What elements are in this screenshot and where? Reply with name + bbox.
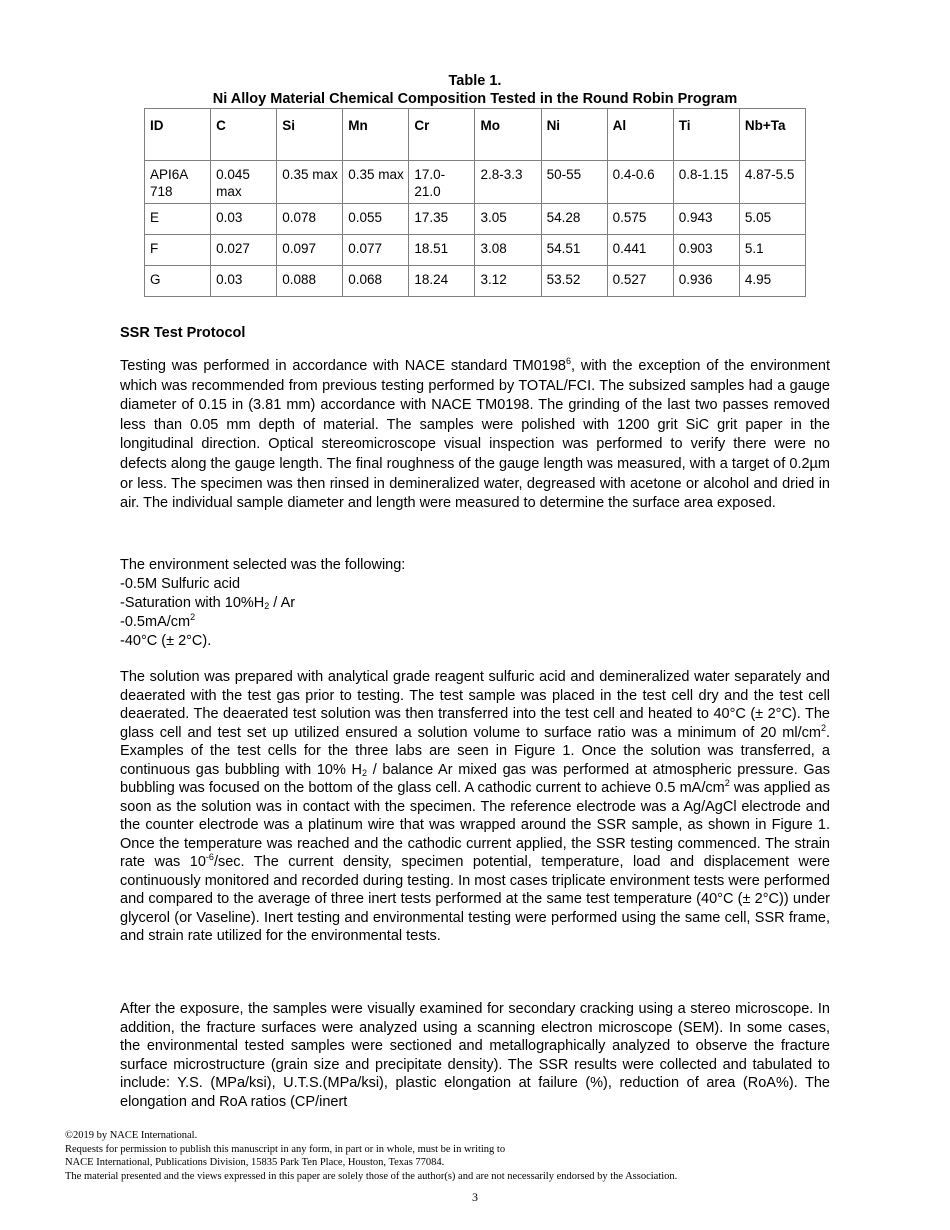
table-header-cell: Mo — [475, 109, 541, 161]
paragraph-text: was applied as soon as the solution was in contact with the specimen. The reference electrode was a Ag/AgCl electrode and the counter electrode was a platinum wire that was wrapped around the SSR sample, as shown in Figure 1. Once the temperature was reached and the cathodic current applied, the SSR testing commenced. The strain rate was 10 — [120, 780, 830, 870]
composition-table — [144, 108, 806, 297]
paragraph-text: . Examples of the test cells for the three labs are seen in Figure 1. Once the solution was transferred, a continuous gas bubbling with 10% H — [120, 724, 830, 778]
reference-superscript: 6 — [566, 356, 572, 366]
table-cell: 0.03 — [211, 266, 277, 297]
table-cell: 0.441 — [607, 235, 673, 266]
table-header-cell: Nb+Ta — [739, 109, 805, 161]
subscript: 2 — [362, 767, 368, 778]
table-cell: 0.575 — [607, 204, 673, 235]
environment-item: -0.5M Sulfuric acid — [120, 576, 241, 592]
table-header-row — [145, 109, 806, 161]
table-header-cell: Ni — [541, 109, 607, 161]
table-header-cell: Si — [277, 109, 343, 161]
paragraph-specimen-prep — [120, 357, 830, 514]
table-cell: F — [145, 235, 211, 266]
table-cell: 4.87-5.5 — [739, 161, 805, 204]
table-cell: 0.527 — [607, 266, 673, 297]
table-cell: 0.936 — [673, 266, 739, 297]
table-cell: 0.068 — [343, 266, 409, 297]
table-cell: 4.95 — [739, 266, 805, 297]
table-cell: API6A 718 — [145, 161, 211, 204]
environment-item — [120, 594, 405, 613]
paragraph-text: The solution was prepared with analytical grade reagent sulfuric acid and demineralized water separately and deaerated with the test gas prior to testing. The test sample was placed in the test cell dry and the test cell deaerated. The deaerated test solution was then transferred into the test cell and heated to 40°C (± 2°C). The glass cell and test set up utilized ensured a solution volume to surface ratio was a minimum of 20 ml/cm — [120, 669, 830, 741]
table-cell: 0.097 — [277, 235, 343, 266]
table-row — [145, 266, 806, 297]
footer-line: ©2019 by NACE International. — [65, 1130, 198, 1141]
table-header-cell: Al — [607, 109, 673, 161]
table-label: Table 1. — [448, 73, 502, 89]
table-cell: 0.35 max — [343, 161, 409, 204]
paragraph-test-procedure — [120, 668, 830, 946]
environment-item-text: / Ar — [269, 595, 296, 611]
table-cell: 18.51 — [409, 235, 475, 266]
table-cell: 0.4-0.6 — [607, 161, 673, 204]
paragraph-text: , with the exception of the environment which was recommended from previous testing performed by TOTAL/FCI. The subsized samples had a gauge diameter of 0.15 in (3.81 mm) accordance with NACE TM0198. The grinding of the last two passes removed less than 0.05 mm depth of material. The samples were polished with 1200 grit SiC grit paper in the longitudinal direction. Optical stereomicroscope visual inspection was performed to verify there were no defects along the gauge length. The final roughness of the gauge length was measured, with a target of 0.2µm or less. The specimen was then rinsed in demineralized water, degreased with acetone or alcohol and dried in air. The individual sample diameter and length were measured to determine the surface area exposed. — [120, 358, 830, 512]
table-cell: 17.35 — [409, 204, 475, 235]
table-cell: 18.24 — [409, 266, 475, 297]
paragraph-text: / balance Ar mixed gas was performed at atmospheric pressure. Gas bubbling was focused on the bottom of the glass cell. A cathodic current to achieve 0.5 mA/cm — [120, 761, 830, 796]
environment-item-text: -0.5mA/cm — [120, 614, 191, 630]
table-cell: 54.51 — [541, 235, 607, 266]
table-header-cell: C — [211, 109, 277, 161]
environment-item: -40°C (± 2°C). — [120, 633, 212, 649]
subscript: 2 — [264, 601, 270, 611]
table-cell: 0.03 — [211, 204, 277, 235]
table-row — [145, 161, 806, 204]
table-cell: 0.943 — [673, 204, 739, 235]
table-caption — [120, 72, 830, 108]
page-number: 3 — [472, 1190, 478, 1204]
superscript: 2 — [820, 722, 826, 733]
footer-line: NACE International, Publications Division, 15835 Park Ten Place, Houston, Texas 77084. — [65, 1157, 445, 1168]
table-cell: 0.077 — [343, 235, 409, 266]
table-header-cell: Ti — [673, 109, 739, 161]
table-cell: 3.12 — [475, 266, 541, 297]
paragraph-text: /sec. The current density, specimen potential, temperature, load and displacement were continuously monitored and recorded during testing. In most cases triplicate environment tests were performed and compared to the average of three inert tests performed at the same test temperature (40°C (± 2°C)) under glycerol (or Vaseline). Inert testing and environmental testing were performed using the same cell, SSR frame, and strain rate utilized for the environmental tests. — [120, 854, 830, 944]
table-cell: 0.045 max — [211, 161, 277, 204]
environment-intro: The environment selected was the following: — [120, 557, 406, 573]
table-cell: 54.28 — [541, 204, 607, 235]
copyright-footer — [65, 1129, 677, 1183]
paragraph-text: Testing was performed in accordance with NACE standard TM0198 — [120, 358, 566, 374]
table-cell: 2.8-3.3 — [475, 161, 541, 204]
environment-item — [120, 613, 405, 632]
table-cell: 3.08 — [475, 235, 541, 266]
footer-line: The material presented and the views expressed in this paper are solely those of the author(s) and are not necessarily endorsed by the Association. — [65, 1170, 678, 1182]
environment-list — [120, 556, 405, 651]
table-cell: 0.078 — [277, 204, 343, 235]
environment-item-text: -Saturation with 10%H — [120, 595, 265, 611]
table-cell: 5.1 — [739, 235, 805, 266]
superscript: 2 — [724, 778, 730, 788]
superscript: 2 — [190, 612, 196, 622]
table-cell: 0.055 — [343, 204, 409, 235]
table-row — [145, 235, 806, 266]
footer-line: Requests for permission to publish this manuscript in any form, in part or in whole, must be in writing to — [65, 1143, 506, 1155]
table-cell: 53.52 — [541, 266, 607, 297]
table-cell: 5.05 — [739, 204, 805, 235]
table-header-cell: Cr — [409, 109, 475, 161]
section-heading: SSR Test Protocol — [120, 325, 246, 341]
superscript: -6 — [205, 852, 214, 862]
table-cell: 0.903 — [673, 235, 739, 266]
table-cell: 0.027 — [211, 235, 277, 266]
table-title: Ni Alloy Material Chemical Composition Tested in the Round Robin Program — [212, 91, 738, 107]
table-cell: 0.35 max — [277, 161, 343, 204]
table-header-cell: ID — [145, 109, 211, 161]
paragraph-post-exposure: After the exposure, the samples were visually examined for secondary cracking using a stereo microscope. In addition, the fracture surfaces were analyzed using a scanning electron microscope (SEM). In some cases, the environmental tested samples were sectioned and metallographically analyzed to observe the fracture surface microstructure (grain size and precipitate density). The SSR results were collected and tabulated to include: Y.S. (MPa/ksi), U.T.S.(MPa/ksi), plastic elongation at failure (%), reduction of area (RoA%). The elongation and RoA ratios (CP/inert — [120, 1001, 830, 1110]
table-cell: 0.088 — [277, 266, 343, 297]
table-row — [145, 204, 806, 235]
table-cell: E — [145, 204, 211, 235]
table-header-cell: Mn — [343, 109, 409, 161]
table-cell: G — [145, 266, 211, 297]
table-cell: 50-55 — [541, 161, 607, 204]
table-cell: 17.0-21.0 — [409, 161, 475, 204]
table-cell: 3.05 — [475, 204, 541, 235]
table-cell: 0.8-1.15 — [673, 161, 739, 204]
